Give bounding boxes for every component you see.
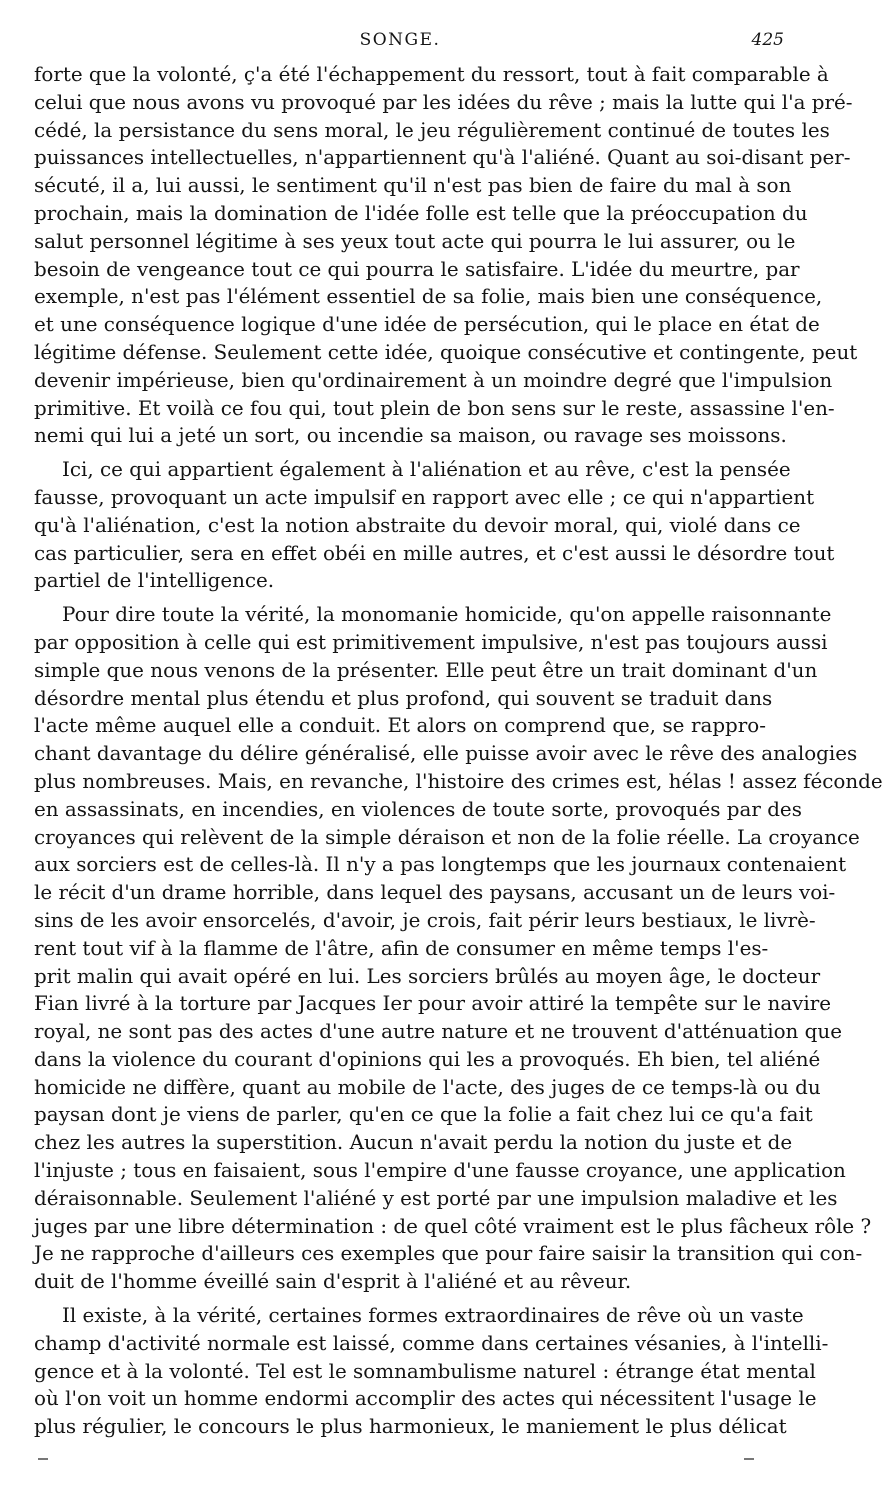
- paragraph: [34, 61, 858, 450]
- running-title: SONGE.: [359, 30, 441, 50]
- text-line: en assassinats, en incendies, en violences de toute sorte, provoqués par des: [34, 797, 802, 821]
- text-line: et une conséquence logique d'une idée de persécution, qui le place en état de: [34, 313, 820, 337]
- text-line: légitime défense. Seulement cette idée, quoique consécutive et contingente, peut: [34, 340, 858, 364]
- paragraph: [34, 601, 883, 1296]
- text-line: besoin de vengeance tout ce qui pourra le satisfaire. L'idée du meurtre, par: [34, 257, 800, 281]
- text-line: Je ne rapproche d'ailleurs ces exemples que pour faire saisir la transition qui con-: [34, 1242, 863, 1266]
- page-number: 425: [751, 30, 784, 50]
- body-text: [34, 61, 883, 1441]
- text-line: croyances qui relèvent de la simple déraison et non de la folie réelle. La croyance: [34, 825, 860, 849]
- text-line: partiel de l'intelligence.: [34, 569, 275, 593]
- text-line: déraisonnable. Seulement l'aliéné y est porté par une impulsion maladive et les: [34, 1186, 838, 1210]
- footer-mark-left: [38, 1458, 48, 1460]
- text-line: paysan dont je viens de parler, qu'en ce que la folie a fait chez lui ce qu'a fait: [34, 1103, 813, 1127]
- text-line: cédé, la persistance du sens moral, le jeu régulièrement continué de toutes les: [34, 118, 830, 142]
- paragraph: [34, 1302, 829, 1441]
- text-line: homicide ne diffère, quant au mobile de l'acte, des juges de ce temps-là ou du: [34, 1075, 821, 1099]
- text-line: Pour dire toute la vérité, la monomanie homicide, qu'on appelle raisonnante: [62, 603, 832, 627]
- text-line: chant davantage du délire généralisé, elle puisse avoir avec le rêve des analogies: [34, 742, 858, 766]
- text-line: duit de l'homme éveillé sain d'esprit à l'aliéné et au rêveur.: [34, 1270, 632, 1294]
- text-line: par opposition à celle qui est primitivement impulsive, n'est pas toujours aussi: [34, 630, 828, 654]
- running-header: [0, 30, 800, 56]
- text-line: Fian livré à la torture par Jacques Ier pour avoir attiré la tempête sur le navire: [34, 992, 832, 1016]
- text-line: celui que nous avons vu provoqué par les idées du rêve ; mais la lutte qui l'a pré-: [34, 90, 853, 114]
- text-line: prit malin qui avait opéré en lui. Les sorciers brûlés au moyen âge, le docteur: [34, 964, 821, 988]
- text-line: dans la violence du courant d'opinions qui les a provoqués. Eh bien, tel aliéné: [34, 1047, 821, 1071]
- text-line: champ d'activité normale est laissé, comme dans certaines vésanies, à l'intelli-: [34, 1331, 829, 1355]
- text-line: juges par une libre détermination : de quel côté vraiment est le plus fâcheux rôle ?: [34, 1214, 872, 1238]
- text-line: simple que nous venons de la présenter. Elle peut être un trait dominant d'un: [34, 658, 818, 682]
- text-line: l'acte même auquel elle a conduit. Et alors on comprend que, se rappro-: [34, 714, 766, 738]
- text-line: où l'on voit un homme endormi accomplir des actes qui nécessitent l'usage le: [34, 1387, 817, 1411]
- text-line: aux sorciers est de celles-là. Il n'y a pas longtemps que les journaux contenaient: [34, 853, 847, 877]
- text-line: sins de les avoir ensorcelés, d'avoir, je crois, fait périr leurs bestiaux, le livrè-: [34, 908, 816, 932]
- text-line: forte que la volonté, ç'a été l'échappement du ressort, tout à fait comparable à: [34, 63, 829, 86]
- text-line: Ici, ce qui appartient également à l'aliénation et au rêve, c'est la pensée: [62, 458, 791, 482]
- text-line: exemple, n'est pas l'élément essentiel de sa folie, mais bien une conséquence,: [34, 285, 823, 309]
- text-line: rent tout vif à la flamme de l'âtre, afin de consumer en même temps l'es-: [34, 936, 769, 960]
- text-line: fausse, provoquant un acte impulsif en rapport avec elle ; ce qui n'appartient: [34, 485, 815, 509]
- text-line: le récit d'un drame horrible, dans lequel des paysans, accusant un de leurs voi-: [34, 881, 836, 905]
- text-line: plus nombreuses. Mais, en revanche, l'histoire des crimes est, hélas ! assez féconde: [34, 769, 883, 793]
- text-line: gence et à la volonté. Tel est le somnambulisme naturel : étrange état mental: [34, 1359, 816, 1383]
- text-line: prochain, mais la domination de l'idée folle est telle que la préoccupation du: [34, 201, 808, 225]
- text-line: nemi qui lui a jeté un sort, ou incendie sa maison, ou ravage ses moissons.: [34, 424, 787, 448]
- text-line: l'injuste ; tous en faisaient, sous l'empire d'une fausse croyance, une application: [34, 1159, 846, 1183]
- text-line: Il existe, à la vérité, certaines formes extraordinaires de rêve où un vaste: [62, 1304, 804, 1328]
- text-line: royal, ne sont pas des actes d'une autre nature et ne trouvent d'atténuation que: [34, 1020, 842, 1044]
- footer-mark-right: [744, 1458, 754, 1460]
- text-line: chez les autres la superstition. Aucun n'avait perdu la notion du juste et de: [34, 1131, 793, 1155]
- text-line: salut personnel légitime à ses yeux tout acte qui pourra le lui assurer, ou le: [34, 229, 796, 253]
- text-line: puissances intellectuelles, n'appartiennent qu'à l'aliéné. Quant au soi-disant per-: [34, 146, 851, 170]
- text-line: cas particulier, sera en effet obéi en mille autres, et c'est aussi le désordre tout: [34, 541, 835, 565]
- text-line: sécuté, il a, lui aussi, le sentiment qu'il n'est pas bien de faire du mal à son: [34, 174, 792, 198]
- text-line: qu'à l'aliénation, c'est la notion abstraite du devoir moral, qui, violé dans ce: [34, 513, 801, 537]
- text-line: primitive. Et voilà ce fou qui, tout plein de bon sens sur le reste, assassine l'en-: [34, 396, 835, 420]
- text-line: devenir impérieuse, bien qu'ordinairement à un moindre degré que l'impulsion: [34, 368, 833, 392]
- text-line: désordre mental plus étendu et plus profond, qui souvent se traduit dans: [34, 686, 773, 710]
- paragraph: [34, 456, 835, 595]
- text-line: plus régulier, le concours le plus harmonieux, le maniement le plus délicat: [34, 1415, 787, 1439]
